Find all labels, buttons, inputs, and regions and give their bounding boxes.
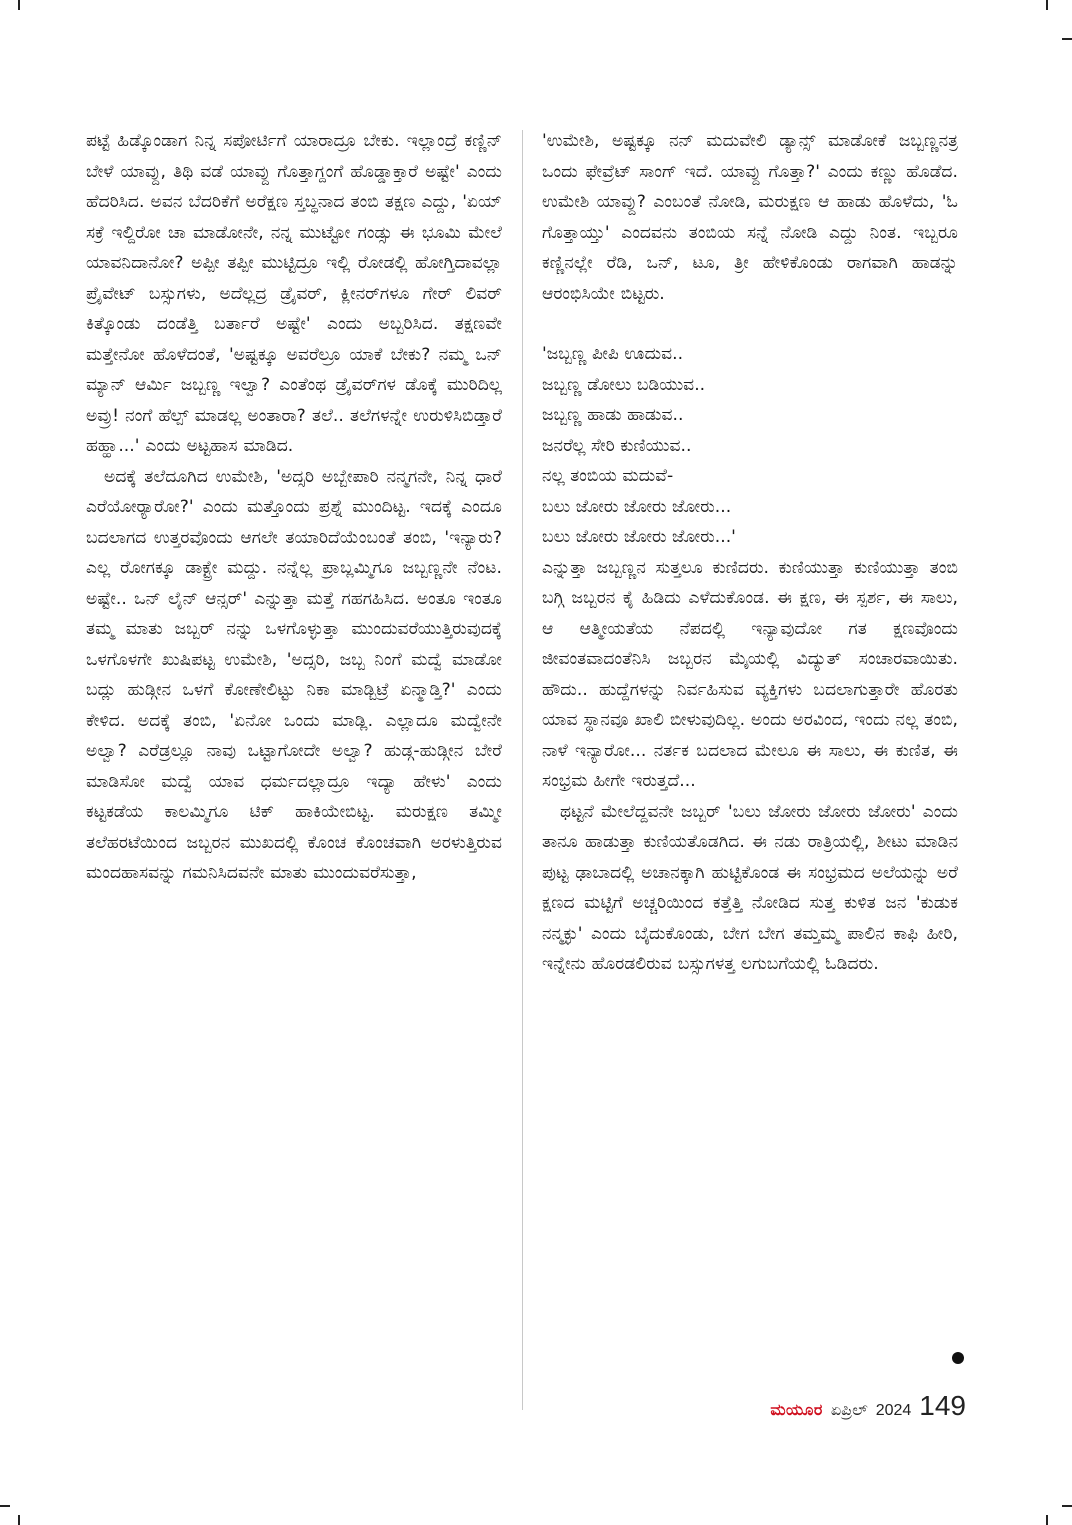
- right-column: [542, 126, 958, 980]
- right-paragraph-2: ಎನ್ನುತ್ತಾ ಜಬ್ಬಣ್ಣನ ಸುತ್ತಲೂ ಕುಣಿದರು. ಕುಣಿಯುತ್ತಾ ಕುಣಿಯುತ್ತಾ ತಂಬಿ ಬಗ್ಗಿ ಜಬ್ಬರನ ಕೈ ಹಿಡಿದು ಎಳೆದುಕೊಂಡ. ಈ ಕ್ಷಣ, ಈ ಸ್ಪರ್ಶ, ಈ ಸಾಲು, ಆ ಆತ್ಮೀಯತೆಯ ನೆಪದಲ್ಲಿ ಇನ್ಯಾವುದೋ ಗತ ಕ್ಷಣವೊಂದು ಜೀವಂತವಾದಂತೆನಿಸಿ ಜಬ್ಬರನ ಮೈಯಲ್ಲಿ ವಿದ್ಯುತ್ ಸಂಚಾರವಾಯಿತು. ಹೌದು.. ಹುದ್ದೆಗಳನ್ನು ನಿರ್ವಹಿಸುವ ವ್ಯಕ್ತಿಗಳು ಬದಲಾಗುತ್ತಾರೇ ಹೊರತು ಯಾವ ಸ್ಥಾನವೂ ಖಾಲಿ ಬೀಳುವುದಿಲ್ಲ. ಅಂದು ಅರವಿಂದ, ಇಂದು ನಲ್ಲ ತಂಬಿ, ನಾಳೆ ಇನ್ಯಾರೋ... ನರ್ತಕ ಬದಲಾದ ಮೇಲೂ ಈ ಸಾಲು, ಈ ಕುಣಿತ, ಈ ಸಂಭ್ರಮ ಹೀಗೇ ಇರುತ್ತದೆ...: [542, 557, 958, 791]
- stanza-spacer: [542, 309, 958, 339]
- song-line: ಜಬ್ಬಣ್ಣ ಡೋಲು ಬಡಿಯುವ..: [542, 374, 706, 395]
- right-paragraph-1: 'ಉಮೇಶಿ, ಅಷ್ಟಕ್ಕೂ ನನ್ ಮದುವೇಲಿ ಡ್ಯಾನ್ಸ್ ಮಾಡೋಕೆ ಜಬ್ಬಣ್ಣನತ್ರ ಒಂದು ಫೇವ್ರೆಟ್ ಸಾಂಗ್ ಇದೆ. ಯಾವ್ದು ಗೊತ್ತಾ?' ಎಂದು ಕಣ್ಣು ಹೊಡೆದ. ಉಮೇಶಿ ಯಾವ್ದು? ಎಂಬಂತೆ ನೋಡಿ, ಮರುಕ್ಷಣ ಆ ಹಾಡು ಹೊಳೆದು, 'ಓ ಗೊತ್ತಾಯ್ತು' ಎಂದವನು ತಂಬಿಯ ಸನ್ನೆ ನೋಡಿ ಎದ್ದು ನಿಂತ. ಇಬ್ಬರೂ ಕಣ್ಣಿನಲ್ಲೇ ರೆಡಿ, ಒನ್, ಟೂ, ತ್ರೀ ಹೇಳಿಕೊಂಡು ರಾಗವಾಗಿ ಹಾಡನ್ನು ಆರಂಭಿಸಿಯೇ ಬಿಟ್ಟರು.: [542, 131, 958, 304]
- right-paragraph-3: ಥಟ್ಟನೆ ಮೇಲೆದ್ದವನೇ ಜಬ್ಬರ್ 'ಬಲು ಜೋರು ಜೋರು ಜೋರು' ಎಂದು ತಾನೂ ಹಾಡುತ್ತಾ ಕುಣಿಯತೊಡಗಿದ. ಈ ನಡು ರಾತ್ರಿಯಲ್ಲಿ, ಶೀಟು ಮಾಡಿನ ಪುಟ್ಟ ಢಾಬಾದಲ್ಲಿ ಅಚಾನಕ್ಕಾಗಿ ಹುಟ್ಟಿಕೊಂಡ ಈ ಸಂಭ್ರಮದ ಅಲೆಯನ್ನು ಅರೆ ಕ್ಷಣದ ಮಟ್ಟಿಗೆ ಅಚ್ಚರಿಯಿಂದ ಕತ್ತೆತ್ತಿ ನೋಡಿದ ಸುತ್ತ ಕುಳಿತ ಜನ 'ಕುಡುಕ ನನ್ಮಕ್ಳು' ಎಂದು ಬೈದುಕೊಂಡು, ಬೇಗ ಬೇಗ ತಮ್ತಮ್ಮ ಪಾಲಿನ ಕಾಫಿ ಹೀರಿ, ಇನ್ನೇನು ಹೊರಡಲಿರುವ ಬಸ್ಸುಗಳತ್ತ ಲಗುಬಗೆಯಲ್ಲಿ ಓಡಿದರು.: [542, 801, 958, 974]
- song-line: ಜನರೆಲ್ಲ ಸೇರಿ ಕುಣಿಯುವ..: [542, 435, 692, 456]
- song-line: ಬಲು ಜೋರು ಜೋರು ಜೋರು...': [542, 527, 736, 547]
- song-line: ನಲ್ಲ ತಂಬಿಯ ಮದುವೆ-: [542, 466, 674, 486]
- song-line: 'ಜಬ್ಬಣ್ಣ ಪೀಪಿ ಊದುವ..: [542, 344, 684, 364]
- crop-mark-right-upper: [1062, 38, 1072, 40]
- crop-mark-top-left: [18, 0, 20, 10]
- crop-mark-bottom-left: [18, 1515, 20, 1525]
- crop-mark-right-lower: [1062, 1505, 1072, 1507]
- left-paragraph-1: ಪಟ್ಟೆ ಹಿಡ್ಕೊಂಡಾಗ ನಿನ್ನ ಸಪೋರ್ಟಿಗೆ ಯಾರಾದ್ರೂ ಬೇಕು. ಇಲ್ಲಾಂದ್ರೆ ಕಣ್ಣಿನ್ ಬೇಳೆ ಯಾವ್ದು, ತಿಥಿ ವಡೆ ಯಾವ್ದು ಗೊತ್ತಾಗ್ದಂಗೆ ಹೊಡ್ಡಾಕ್ತಾರೆ ಅಷ್ಟೇ' ಎಂದು ಹೆದರಿಸಿದ. ಅವನ ಬೆದರಿಕೆಗೆ ಅರೆಕ್ಷಣ ಸ್ತಬ್ಧನಾದ ತಂಬಿ ತಕ್ಷಣ ಎದ್ದು, 'ಏಯ್ ಸಕ್ರೆ ಇಲ್ದಿರೋ ಚಾ ಮಾಡೋನೇ, ನನ್ನ ಮುಟ್ಟೋ ಗಂಡ್ಸು ಈ ಭೂಮಿ ಮೇಲೆ ಯಾವನಿದಾನೋ? ಅಪ್ಪೀ ತಪ್ಪೀ ಮುಟ್ಟಿದ್ರೂ ಇಲ್ಲಿ ರೋಡಲ್ಲಿ ಹೋಗ್ತಿದಾವಲ್ಲಾ ಪ್ರೈವೇಟ್ ಬಸ್ಸುಗಳು, ಅದೆಲ್ಲದ್ರ ಡ್ರೈವರ್, ಕ್ಲೀನರ್‌ಗಳೂ ಗೇರ್ ಲಿವರ್ ಕಿತ್ಕೊಂಡು ದಂಡೆತ್ತಿ ಬರ್ತಾರೆ ಅಷ್ಟೇ' ಎಂದು ಅಬ್ಬರಿಸಿದ. ತಕ್ಷಣವೇ ಮತ್ತೇನೋ ಹೊಳೆದಂತೆ, 'ಅಷ್ಟಕ್ಕೂ ಅವರೆಲ್ರೂ ಯಾಕೆ ಬೇಕು? ನಮ್ಮ ಒನ್ ಮ್ಯಾನ್ ಆರ್ಮಿ ಜಬ್ಬಣ್ಣ ಇಲ್ವಾ? ಎಂತೆಂಥ ಡ್ರೈವರ್‌ಗಳ ಡೊಕ್ಕೆ ಮುರಿದಿಲ್ಲ ಅವ್ರು! ನಂಗೆ ಹೆಲ್ಪ್ ಮಾಡಲ್ಲ ಅಂತಾರಾ? ತಲೆ.. ತಲೆಗಳನ್ನೇ ಉರುಳಿಸಿಬಿಡ್ತಾರೆ ಹಹ್ಹಾ...' ಎಂದು ಅಟ್ಟಹಾಸ ಮಾಡಿದ.: [86, 131, 502, 456]
- left-column: [86, 126, 502, 889]
- issue-month: ಏಪ್ರಿಲ್: [830, 1400, 868, 1419]
- column-divider: [522, 130, 523, 1410]
- left-paragraph-2: ಅದಕ್ಕೆ ತಲೆದೂಗಿದ ಉಮೇಶಿ, 'ಅದ್ಸರಿ ಅಬ್ಬೇಪಾರಿ ನನ್ಮಗನೇ, ನಿನ್ನ ಧಾರೆ ಎರೆಯೋರ್‍ಯಾರೋ?' ಎಂದು ಮತ್ತೊಂದು ಪ್ರಶ್ನೆ ಮುಂದಿಟ್ಟ. ಇದಕ್ಕೆ ಎಂದೂ ಬದಲಾಗದ ಉತ್ತರವೊಂದು ಆಗಲೇ ತಯಾರಿದೆಯೆಂಬಂತೆ ತಂಬಿ, 'ಇನ್ಯಾರು? ಎಲ್ಲ ರೋಗಕ್ಕೂ ಡಾಕ್ಟ್ರೇ ಮದ್ದು. ನನ್ನೆಲ್ಲ ಪ್ರಾಬ್ಲಮ್ಮಿಗೂ ಜಬ್ಬಣ್ಣನೇ ನೆಂಟ. ಅಷ್ಟೇ.. ಒನ್ ಲೈನ್ ಆನ್ಸರ್' ಎನ್ನುತ್ತಾ ಮತ್ತೆ ಗಹಗಹಿಸಿದ. ಅಂತೂ ಇಂತೂ ತಮ್ಮ ಮಾತು ಜಬ್ಬರ್ ನನ್ನು ಒಳಗೊಳ್ಳುತ್ತಾ ಮುಂದುವರೆಯುತ್ತಿರುವುದಕ್ಕೆ ಒಳಗೊಳಗೇ ಖುಷಿಪಟ್ಟ ಉಮೇಶಿ, 'ಅದ್ಸರಿ, ಜಬ್ಬ ನಿಂಗೆ ಮದ್ವೆ ಮಾಡೋ ಬದ್ಲು ಹುಡ್ಗೀನ ಒಳಗೆ ಕೋಣೇಲಿಟ್ಟು ನಿಕಾ ಮಾಡ್ಬಿಟ್ರೆ ಏನ್ಮಾಡ್ತಿ?' ಎಂದು ಕೇಳಿದ. ಅದಕ್ಕೆ ತಂಬಿ, 'ಏನೋ ಒಂದು ಮಾಡ್ಲಿ. ಎಲ್ಲಾದೂ ಮದ್ವೇನೇ ಅಲ್ವಾ? ಎರೆಡ್ರಲ್ಲೂ ನಾವು ಒಟ್ಟಾಗೋದೇ ಅಲ್ವಾ? ಹುಡ್ಗ-ಹುಡ್ಗೀನ ಬೇರೆ ಮಾಡಿಸೋ ಮದ್ವೆ ಯಾವ ಧರ್ಮದಲ್ಲಾದ್ರೂ ಇದ್ಯಾ ಹೇಳು' ಎಂದು ಕಟ್ಟಕಡೆಯ ಕಾಲಮ್ಮಿಗೂ ಟಿಕ್ ಹಾಕಿಯೇಬಿಟ್ಟ. ಮರುಕ್ಷಣ ತಮ್ಮೀ ತಲೆಹರಟೆಯಿಂದ ಜಬ್ಬರನ ಮುಖದಲ್ಲಿ ಕೊಂಚ ಕೊಂಚವಾಗಿ ಅರಳುತ್ತಿರುವ ಮಂದಹಾಸವನ್ನು ಗಮನಿಸಿದವನೇ ಮಾತು ಮುಂದುವರೆಸುತ್ತಾ,: [86, 466, 502, 883]
- magazine-logo: ಮಯೂರ: [770, 1400, 823, 1419]
- song-line: ಜಬ್ಬಣ್ಣ ಹಾಡು ಹಾಡುವ..: [542, 405, 684, 425]
- page-number: 149: [919, 1390, 966, 1421]
- crop-mark-top-right: [1046, 0, 1048, 10]
- page-footer: [726, 1390, 966, 1430]
- story-end-bullet: [952, 1352, 964, 1364]
- article-page: [86, 126, 966, 1416]
- song-line: ಬಲು ಜೋರು ಜೋರು ಜೋರು...: [542, 496, 732, 517]
- crop-mark-bottom-right: [1046, 1515, 1048, 1525]
- song-stanza: [542, 339, 958, 553]
- issue-year: 2024: [875, 1402, 912, 1419]
- crop-mark-left-lower: [0, 1505, 10, 1507]
